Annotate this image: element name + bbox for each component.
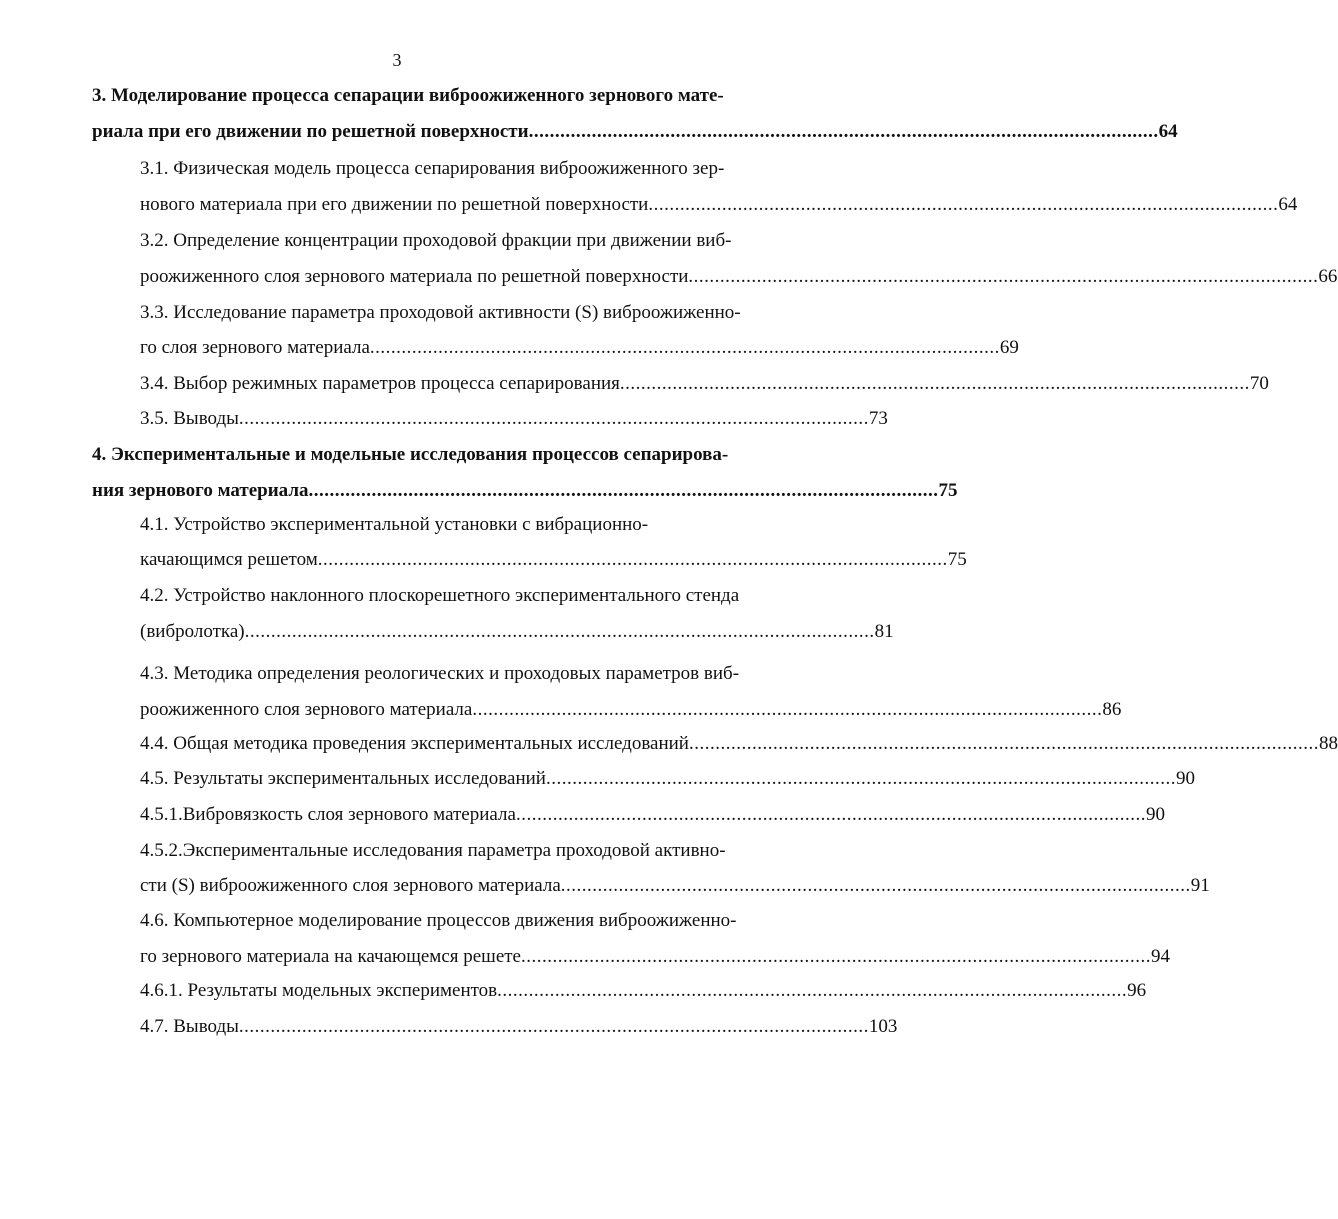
toc-entry-4-4-page: 88 — [1318, 733, 1338, 754]
toc-entry-4-5-2-line-2: сти (S) виброожиженного слоя зернового материала ........................................................................................................................ 91 — [140, 875, 1210, 896]
toc-entry-4-5-2-line-1: 4.5.2.Экспериментальные исследования параметра проходовой активно- — [140, 840, 726, 861]
toc-entry-4-6-line-2: го зернового материала на качающемся решете ........................................................................................................................ 94 — [140, 946, 1170, 967]
toc-entry-3-3-line-2: го слоя зернового материала ........................................................................................................................ 69 — [140, 337, 1019, 358]
toc-entry-3-line-1: 3. Моделирование процесса сепарации виброожиженного зернового мате- — [92, 85, 724, 106]
toc-entry-4-1-page: 75 — [947, 549, 967, 570]
toc-entry-3-1-line-2: нового материала при его движении по решетной поверхности ........................................................................................................................ 64 — [140, 194, 1298, 215]
toc-entry-3-5-page: 73 — [868, 408, 888, 429]
toc-entry-3-4-page: 70 — [1249, 373, 1269, 394]
toc-entry-4-7: 4.7. Выводы ........................................................................................................................ 103 — [140, 1016, 898, 1037]
toc-entry-4-3-line-2: роожиженного слоя зернового материала ........................................................................................................................ 86 — [140, 699, 1122, 720]
toc-entry-3-5: 3.5. Выводы ........................................................................................................................ 73 — [140, 408, 888, 429]
toc-entry-4-6-1-page: 96 — [1127, 980, 1147, 1001]
toc-entry-4-5-1-page: 90 — [1145, 804, 1165, 825]
toc-entry-3-3-page: 69 — [999, 337, 1019, 358]
toc-entry-4-3-line-1: 4.3. Методика определения реологических и проходовых параметров виб- — [140, 663, 740, 684]
toc-entry-4-1-line-2: качающимся решетом ........................................................................................................................ 75 — [140, 549, 967, 570]
toc-entry-3-1-line-1: 3.1. Физическая модель процесса сепарирования виброожиженного зер- — [140, 158, 725, 179]
toc-entry-4-6-line-1: 4.6. Компьютерное моделирование процессов движения виброожиженно- — [140, 910, 737, 931]
toc-entry-3-3-line-1: 3.3. Исследование параметра проходовой активности (S) виброожиженно- — [140, 302, 741, 323]
toc-entry-3-2-line-2: роожиженного слоя зернового материала по решетной поверхности ........................................................................................................................ 66 — [140, 266, 1338, 287]
toc-entry-3-page: 64 — [1158, 121, 1178, 142]
toc-entry-3-1-page: 64 — [1278, 194, 1298, 215]
toc-entry-3-title-end: риала при его движении по решетной поверхности — [92, 121, 529, 142]
toc-entry-4-3-page: 86 — [1102, 699, 1122, 720]
toc-entry-3-line-2: риала при его движении по решетной поверхности ........................................................................................................................ 64 — [92, 121, 1178, 142]
toc-entry-4-5-2-page: 91 — [1190, 875, 1210, 896]
toc-entry-4-6-1: 4.6.1. Результаты модельных экспериментов ........................................................................................................................ 96 — [140, 980, 1147, 1001]
toc-entry-3-2-page: 66 — [1318, 266, 1338, 287]
toc-entry-4-page: 75 — [938, 480, 958, 501]
toc-entry-4-6-page: 94 — [1150, 946, 1170, 967]
toc-entry-4-line-2: ния зернового материала ........................................................................................................................ 75 — [92, 480, 958, 501]
page-number: 3 — [392, 50, 402, 70]
toc-entry-4-1-line-1: 4.1. Устройство экспериментальной установки с вибрационно- — [140, 514, 649, 535]
toc-entry-3-4: 3.4. Выбор режимных параметров процесса сепарирования ........................................................................................................................ 70 — [140, 373, 1269, 394]
toc-entry-4-7-page: 103 — [868, 1016, 898, 1037]
toc-entry-4-2-line-1: 4.2. Устройство наклонного плоскорешетного экспериментального стенда — [140, 585, 740, 606]
toc-entry-4-5: 4.5. Результаты экспериментальных исследований ........................................................................................................................ 90 — [140, 768, 1195, 789]
toc-entry-4-4: 4.4. Общая методика проведения экспериментальных исследований ........................................................................................................................ 88 — [140, 733, 1338, 754]
toc-entry-4-line-1: 4. Экспериментальные и модельные исследования процессов сепарирова- — [92, 444, 729, 465]
toc-entry-3-2-line-1: 3.2. Определение концентрации проходовой фракции при движении виб- — [140, 230, 732, 251]
toc-entry-4-2-line-2: (вибролотка) ........................................................................................................................ 81 — [140, 621, 894, 642]
toc-entry-4-2-page: 81 — [874, 621, 894, 642]
toc-entry-4-5-page: 90 — [1175, 768, 1195, 789]
toc-entry-4-5-1: 4.5.1.Вибровязкость слоя зернового материала ........................................................................................................................ 90 — [140, 804, 1165, 825]
